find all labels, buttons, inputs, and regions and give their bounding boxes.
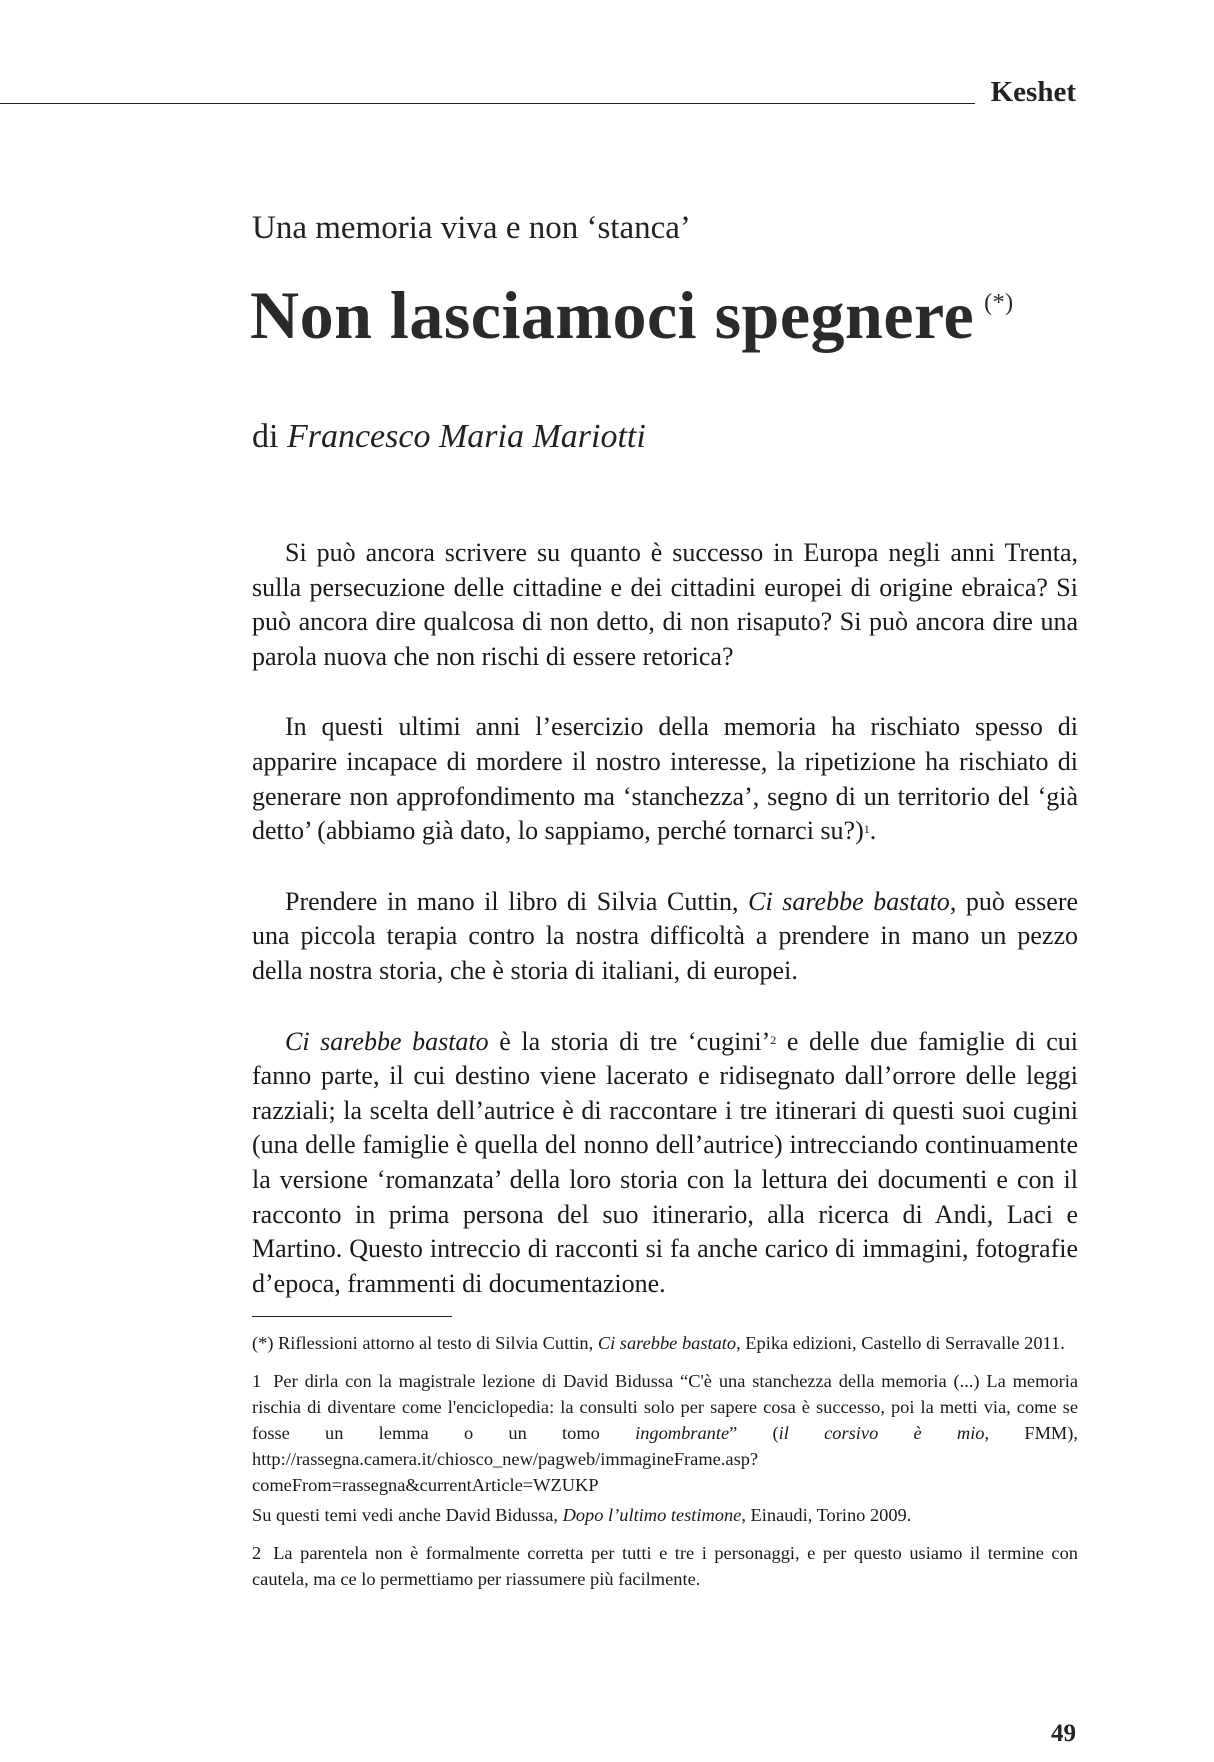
paragraph-1: Si può ancora scrivere su quanto è successo in Europa negli anni Trenta, sulla persecuzione delle cittadine e dei cittadini europei di origine ebraica? Si può ancora dire qualcosa di non detto, di non risaputo? Si può ancora dire una parola nuova che non rischi di essere retorica?	[252, 538, 1078, 671]
footnote-2	[252, 1540, 1078, 1592]
footnote-1-text-b: ” (	[729, 1423, 779, 1443]
paragraph-4-text-b: e delle due famiglie di cui fanno parte, il cui destino viene lacerato e ridisegnato dall’orrore delle leggi razziali; la scelta dell’autrice è di raccontare i tre itinerari di questi suoi cugini (una delle famiglie è quella del nonno dell’autrice) intrecciando continuamente la versione ‘romanzata’ della loro storia con la lettura dei documenti e con il racconto in prima persona del suo itinerario, alla ricerca di Andi, Laci e Martino. Questo intreccio di racconti si fa anche carico di immagini, fotografie d’epoca, frammenti di documentazione.	[252, 1026, 1078, 1298]
paragraph-2-text: In questi ultimi anni l’esercizio della memoria ha rischiato spesso di apparire incapace di mordere il nostro interesse, la ripetizione ha rischiato di generare non approfondimento ma ‘stanchezza’, segno di un territorio del ‘già detto’ (abbiamo già dato, lo sappiamo, perché tornarci su?)	[252, 712, 1078, 846]
footnote-rule	[252, 1316, 452, 1317]
footnote-ref-1: 1	[863, 822, 870, 837]
footnote-star-text-b: , Epika edizioni, Castello di Serravalle 2011.	[736, 1333, 1065, 1353]
author-name: Francesco Maria Mariotti	[286, 418, 646, 455]
footnote-1-emphasis: ingombrante	[635, 1423, 730, 1443]
paragraph-2-end: .	[869, 816, 877, 846]
book-title: Ci sarebbe bastato	[285, 1026, 489, 1056]
footnote-star	[252, 1330, 1078, 1356]
paragraph-2	[252, 710, 1078, 848]
byline-prefix: di	[252, 418, 287, 455]
paragraph-3-text-a: Prendere in mano il libro di Silvia Cuttin,	[285, 886, 749, 916]
footnote-star-text-a: (*) Riflessioni attorno al testo di Silvia Cuttin,	[252, 1333, 598, 1353]
paragraph-4-text-a: è la storia di tre ‘cugini’	[488, 1026, 771, 1056]
footnote-1-more-b: , Einaudi, Torino 2009.	[741, 1505, 912, 1525]
footnote-2-text: La parentela non è formalmente corretta per tutti e tre i personaggi, e per questo usiamo il termine con cautela, ma ce lo permettiamo per riassumere più facilmente.	[252, 1543, 1078, 1589]
footnote-ref-2: 2	[770, 1032, 777, 1047]
article-title	[250, 276, 1014, 355]
footnote-star-book: Ci sarebbe bastato	[597, 1333, 737, 1353]
footnote-1-emphasis-2: il corsivo è mio	[778, 1423, 985, 1443]
footnote-1-continued	[252, 1502, 1078, 1528]
running-head: Keshet	[990, 76, 1076, 108]
article-kicker: Una memoria viva e non ‘stanca’	[252, 210, 691, 246]
paragraph-3-text-b: , può essere una piccola terapia contro la nostra difficoltà a prendere in mano un pezzo della nostra storia, che è storia di italiani, di europei.	[252, 886, 1079, 985]
footnote-1-text-c: , FMM), http://rassegna.camera.it/chiosco_new/pagweb/immagineFrame.asp?comeFrom=rassegna&currentArticle=WZUKP	[252, 1423, 1078, 1495]
footnote-1	[252, 1368, 1078, 1498]
footnote-1-text-a: Per dirla con la magistrale lezione di David Bidussa “C'è una stanchezza della memoria (...) La memoria rischia di diventare come l'enciclopedia: la consulti solo per sapere cosa è successo, poi la metti via, come se fosse un lemma o un tomo	[252, 1371, 1078, 1443]
footnote-1-more-book: Dopo l’ultimo testimone	[562, 1505, 742, 1525]
article-title-text: Non lasciamoci spegnere	[250, 277, 975, 353]
page-number: 49	[1051, 1720, 1076, 1747]
byline	[252, 418, 646, 456]
book-title: Ci sarebbe bastato	[748, 886, 950, 916]
footnotes	[252, 1330, 1078, 1604]
paragraph-4	[252, 1025, 1078, 1302]
footnote-1-number: 1	[252, 1371, 262, 1391]
paragraph-3	[252, 885, 1078, 989]
footnote-1-more-a: Su questi temi vedi anche David Bidussa,	[252, 1505, 563, 1525]
footnote-2-number: 2	[252, 1543, 262, 1563]
header-rule	[0, 103, 975, 104]
title-footnote-marker: (*)	[984, 290, 1014, 316]
article-body	[252, 536, 1078, 1301]
